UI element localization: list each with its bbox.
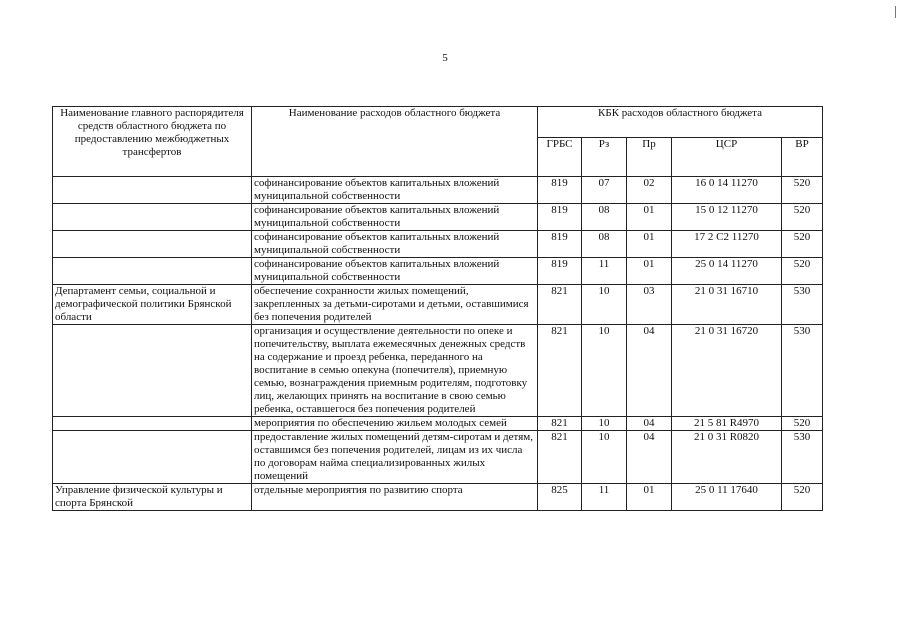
cell-org bbox=[53, 204, 252, 231]
cell-org bbox=[53, 258, 252, 285]
cell-vr: 530 bbox=[782, 431, 823, 484]
cell-expense: предоставление жилых помещений детям-сиротам и детям, оставшимся без попечения родителей, лицам из их числа по договорам найма специализированных жилых помещений bbox=[252, 431, 538, 484]
table-row bbox=[53, 417, 823, 431]
budget-table bbox=[52, 106, 823, 511]
cell-pr: 01 bbox=[627, 231, 672, 258]
cell-vr: 520 bbox=[782, 258, 823, 285]
cell-org: Департамент семьи, социальной и демографической политики Брянской области bbox=[53, 285, 252, 325]
table-row bbox=[53, 231, 823, 258]
cell-pr: 01 bbox=[627, 484, 672, 511]
cell-grbs: 819 bbox=[538, 177, 582, 204]
cell-vr: 530 bbox=[782, 325, 823, 417]
cell-rz: 08 bbox=[582, 231, 627, 258]
cell-expense: софинансирование объектов капитальных вложений муниципальной собственности bbox=[252, 177, 538, 204]
cell-expense: софинансирование объектов капитальных вложений муниципальной собственности bbox=[252, 258, 538, 285]
cell-rz: 10 bbox=[582, 417, 627, 431]
page-number: 5 bbox=[442, 52, 448, 64]
cell-csr: 15 0 12 11270 bbox=[672, 204, 782, 231]
table-row bbox=[53, 285, 823, 325]
cell-grbs: 819 bbox=[538, 231, 582, 258]
cell-org bbox=[53, 325, 252, 417]
cell-org bbox=[53, 431, 252, 484]
table-body bbox=[53, 177, 823, 511]
cell-csr: 16 0 14 11270 bbox=[672, 177, 782, 204]
table-row bbox=[53, 177, 823, 204]
cell-grbs: 821 bbox=[538, 325, 582, 417]
cell-pr: 03 bbox=[627, 285, 672, 325]
table-row bbox=[53, 204, 823, 231]
cell-org bbox=[53, 177, 252, 204]
cell-pr: 04 bbox=[627, 325, 672, 417]
header-csr: ЦСР bbox=[672, 138, 782, 177]
cell-rz: 10 bbox=[582, 285, 627, 325]
cell-csr: 25 0 11 17640 bbox=[672, 484, 782, 511]
cell-grbs: 821 bbox=[538, 431, 582, 484]
cell-rz: 11 bbox=[582, 258, 627, 285]
scan-edge-mark bbox=[895, 6, 896, 18]
cell-vr: 520 bbox=[782, 484, 823, 511]
cell-grbs: 819 bbox=[538, 204, 582, 231]
table-row bbox=[53, 484, 823, 511]
cell-rz: 10 bbox=[582, 325, 627, 417]
cell-vr: 520 bbox=[782, 417, 823, 431]
cell-vr: 520 bbox=[782, 204, 823, 231]
header-pr: Пр bbox=[627, 138, 672, 177]
cell-csr: 25 0 14 11270 bbox=[672, 258, 782, 285]
cell-expense: организация и осуществление деятельности по опеке и попечительству, выплата ежемесячных денежных средств на содержание и проезд ребенка, переданного на воспитание в семью опекуна (попечителя), приемную семью, вознаграждения приемным родителям, подготовку лиц, желающих принять на воспитание в свою семью ребенка, оставшегося без попечения родителей bbox=[252, 325, 538, 417]
header-vr: ВР bbox=[782, 138, 823, 177]
cell-org bbox=[53, 231, 252, 258]
cell-expense: обеспечение сохранности жилых помещений, закрепленных за детьми-сиротами и детьми, оставшимися без попечения родителей bbox=[252, 285, 538, 325]
header-org: Наименование главного распорядителя средств областного бюджета по предоставлению межбюджетных трансфертов bbox=[53, 107, 252, 177]
header-expense: Наименование расходов областного бюджета bbox=[252, 107, 538, 177]
cell-expense: мероприятия по обеспечению жильем молодых семей bbox=[252, 417, 538, 431]
cell-pr: 04 bbox=[627, 431, 672, 484]
cell-rz: 10 bbox=[582, 431, 627, 484]
cell-csr: 21 0 31 16720 bbox=[672, 325, 782, 417]
table-row bbox=[53, 258, 823, 285]
cell-grbs: 821 bbox=[538, 285, 582, 325]
header-rz: Рз bbox=[582, 138, 627, 177]
cell-expense: софинансирование объектов капитальных вложений муниципальной собственности bbox=[252, 231, 538, 258]
cell-org bbox=[53, 417, 252, 431]
header-kbk: КБК расходов областного бюджета bbox=[538, 107, 823, 138]
cell-rz: 11 bbox=[582, 484, 627, 511]
cell-expense: отдельные мероприятия по развитию спорта bbox=[252, 484, 538, 511]
cell-grbs: 819 bbox=[538, 258, 582, 285]
cell-rz: 08 bbox=[582, 204, 627, 231]
cell-csr: 21 0 31 16710 bbox=[672, 285, 782, 325]
cell-pr: 01 bbox=[627, 204, 672, 231]
cell-org: Управление физической культуры и спорта Брянской bbox=[53, 484, 252, 511]
table-row bbox=[53, 431, 823, 484]
cell-rz: 07 bbox=[582, 177, 627, 204]
cell-csr: 21 0 31 R0820 bbox=[672, 431, 782, 484]
table-row bbox=[53, 325, 823, 417]
cell-grbs: 821 bbox=[538, 417, 582, 431]
cell-grbs: 825 bbox=[538, 484, 582, 511]
cell-csr: 21 5 81 R4970 bbox=[672, 417, 782, 431]
header-grbs: ГРБС bbox=[538, 138, 582, 177]
cell-vr: 530 bbox=[782, 285, 823, 325]
cell-vr: 520 bbox=[782, 231, 823, 258]
cell-expense: софинансирование объектов капитальных вложений муниципальной собственности bbox=[252, 204, 538, 231]
cell-pr: 04 bbox=[627, 417, 672, 431]
cell-vr: 520 bbox=[782, 177, 823, 204]
cell-csr: 17 2 С2 11270 bbox=[672, 231, 782, 258]
cell-pr: 01 bbox=[627, 258, 672, 285]
cell-pr: 02 bbox=[627, 177, 672, 204]
